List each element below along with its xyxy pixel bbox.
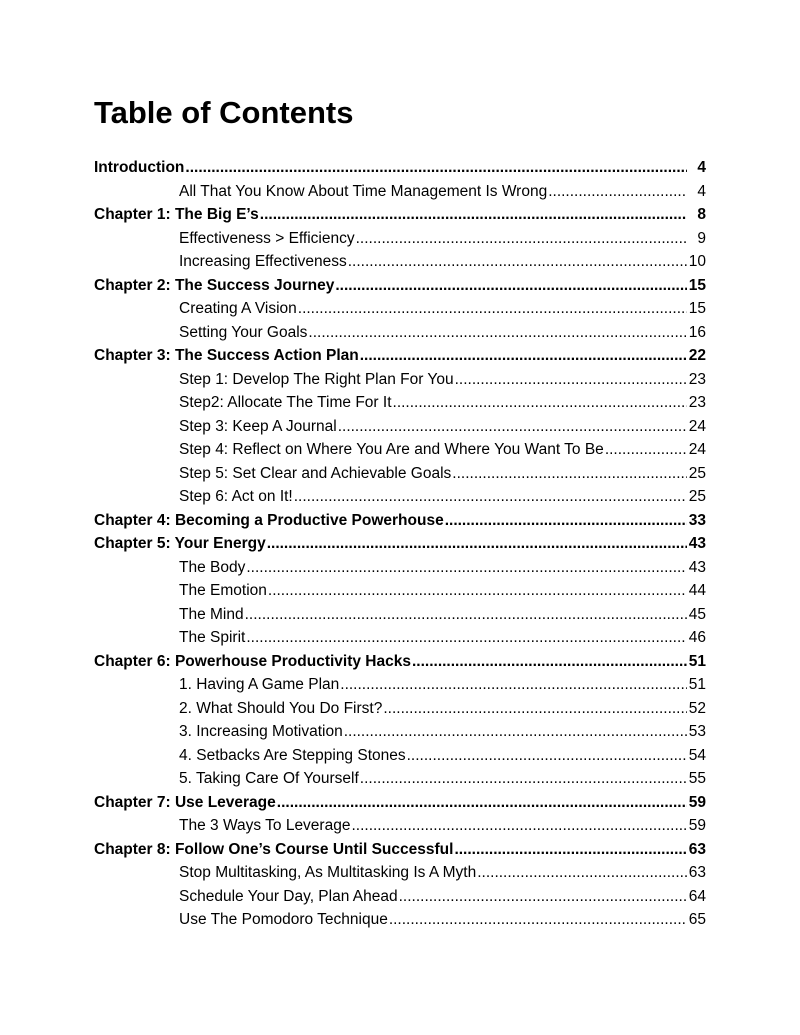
toc-entry-page-number: 59	[688, 793, 706, 811]
toc-chapter-entry[interactable]	[94, 344, 706, 368]
toc-entry-page-number: 63	[688, 864, 706, 881]
dot-leader	[277, 791, 687, 815]
toc-entry-page-number: 24	[688, 441, 706, 458]
dot-leader	[548, 180, 687, 204]
dot-leader	[246, 556, 687, 580]
toc-section-entry[interactable]	[94, 908, 706, 932]
toc-section-entry[interactable]	[94, 767, 706, 791]
toc-entry-label: Step2: Allocate The Time For It	[179, 394, 392, 411]
dot-leader	[412, 650, 687, 674]
toc-entry-page-number: 15	[688, 276, 706, 294]
toc-section-entry[interactable]	[94, 603, 706, 627]
toc-entry-page-number: 63	[688, 840, 706, 858]
toc-section-entry[interactable]	[94, 861, 706, 885]
toc-entry-page-number: 8	[697, 206, 706, 223]
toc-entry-label: Increasing Effectiveness	[179, 253, 347, 270]
toc-section-entry[interactable]	[94, 744, 706, 768]
toc-entry-page-number: 54	[688, 746, 706, 764]
toc-entry-page-number: 51	[688, 652, 706, 670]
toc-entry-page-number: 4	[697, 182, 706, 200]
dot-leader	[407, 744, 687, 768]
toc-chapter-entry[interactable]	[94, 156, 706, 180]
dot-leader	[360, 767, 687, 791]
dot-leader	[389, 908, 687, 932]
toc-entry-label: All That You Know About Time Management Is Wrong	[179, 182, 548, 200]
toc-entry-label: Chapter 5: Your Energy	[94, 535, 266, 552]
toc-entry-label: 4. Setbacks Are Stepping Stones	[179, 746, 406, 764]
toc-section-entry[interactable]	[94, 250, 706, 274]
toc-entry-label: The 3 Ways To Leverage	[179, 817, 351, 834]
toc-entry-page-number: 10	[688, 253, 706, 270]
toc-entry-page-number: 51	[688, 676, 706, 693]
dot-leader	[298, 297, 687, 321]
toc-entry-label: 1. Having A Game Plan	[179, 676, 340, 693]
toc-entry-page-number: 43	[688, 558, 706, 576]
toc-section-entry[interactable]	[94, 227, 706, 251]
toc-entry-label: The Body	[179, 558, 246, 576]
toc-chapter-entry[interactable]	[94, 650, 706, 674]
toc-entry-page-number: 23	[688, 394, 706, 411]
dot-leader	[294, 485, 687, 509]
toc-entry-label: Chapter 8: Follow One’s Course Until Successful	[94, 840, 454, 858]
toc-section-entry[interactable]	[94, 485, 706, 509]
toc-entry-label: Step 4: Reflect on Where You Are and Where You Want To Be	[179, 441, 604, 458]
toc-section-entry[interactable]	[94, 556, 706, 580]
toc-entry-page-number: 9	[697, 229, 706, 247]
toc-entry-label: Chapter 6: Powerhouse Productivity Hacks	[94, 652, 411, 670]
toc-entry-page-number: 22	[688, 347, 706, 364]
toc-section-entry[interactable]	[94, 321, 706, 345]
toc-entry-label: Chapter 4: Becoming a Productive Powerhouse	[94, 511, 444, 529]
toc-section-entry[interactable]	[94, 415, 706, 439]
dot-leader	[344, 720, 687, 744]
toc-entry-label: The Mind	[179, 605, 244, 623]
toc-entry-page-number: 25	[688, 488, 706, 505]
toc-entry-label: Step 5: Set Clear and Achievable Goals	[179, 464, 452, 482]
dot-leader	[360, 344, 687, 368]
toc-entry-page-number: 46	[688, 629, 706, 646]
toc-entry-label: 2. What Should You Do First?	[179, 699, 383, 717]
toc-entry-page-number: 52	[688, 699, 706, 717]
toc-section-entry[interactable]	[94, 720, 706, 744]
toc-chapter-entry[interactable]	[94, 509, 706, 533]
toc-entry-label: Chapter 7: Use Leverage	[94, 793, 276, 811]
toc-chapter-entry[interactable]	[94, 838, 706, 862]
toc-entry-label: Use The Pomodoro Technique	[179, 911, 388, 928]
dot-leader	[267, 532, 687, 556]
toc-entry-page-number: 33	[688, 511, 706, 529]
toc-entry-label: Step 6: Act on It!	[179, 488, 293, 505]
toc-entry-page-number: 16	[688, 323, 706, 341]
dot-leader	[260, 203, 687, 227]
toc-section-entry[interactable]	[94, 462, 706, 486]
toc-entry-page-number: 25	[688, 464, 706, 482]
toc-section-entry[interactable]	[94, 438, 706, 462]
toc-section-entry[interactable]	[94, 391, 706, 415]
dot-leader	[340, 673, 687, 697]
toc-entry-label: The Emotion	[179, 582, 267, 599]
toc-section-entry[interactable]	[94, 885, 706, 909]
dot-leader	[245, 603, 687, 627]
dot-leader	[605, 438, 687, 462]
dot-leader	[308, 321, 687, 345]
toc-entry-label: Chapter 1: The Big E’s	[94, 206, 259, 223]
toc-entry-label: Setting Your Goals	[179, 323, 308, 341]
toc-entry-page-number: 59	[688, 817, 706, 834]
dot-leader	[445, 509, 687, 533]
dot-leader	[393, 391, 687, 415]
dot-leader	[348, 250, 687, 274]
toc-entry-page-number: 44	[688, 582, 706, 599]
dot-leader	[454, 838, 687, 862]
toc-entry-label: Step 3: Keep A Journal	[179, 417, 337, 435]
dot-leader	[399, 885, 687, 909]
toc-entry-page-number: 64	[688, 887, 706, 905]
dot-leader	[477, 861, 687, 885]
toc-chapter-entry[interactable]	[94, 274, 706, 298]
toc-entry-label: 3. Increasing Motivation	[179, 723, 343, 740]
dot-leader	[383, 697, 687, 721]
toc-section-entry[interactable]	[94, 368, 706, 392]
toc-section-entry[interactable]	[94, 297, 706, 321]
toc-entry-page-number: 24	[688, 417, 706, 435]
dot-leader	[356, 227, 687, 251]
toc-entry-page-number: 23	[688, 370, 706, 388]
table-of-contents	[94, 156, 706, 932]
toc-entry-label: Introduction	[94, 159, 185, 176]
toc-entry-label: 5. Taking Care Of Yourself	[179, 770, 359, 787]
toc-entry-label: The Spirit	[179, 629, 246, 646]
toc-entry-label: Chapter 2: The Success Journey	[94, 276, 335, 294]
toc-entry-page-number: 45	[688, 605, 706, 623]
toc-entry-label: Creating A Vision	[179, 300, 297, 317]
toc-section-entry[interactable]	[94, 673, 706, 697]
toc-entry-label: Effectiveness > Efficiency	[179, 229, 355, 247]
dot-leader	[452, 462, 687, 486]
toc-section-entry[interactable]	[94, 626, 706, 650]
toc-entry-page-number: 15	[688, 300, 706, 317]
toc-entry-label: Chapter 3: The Success Action Plan	[94, 347, 359, 364]
toc-entry-label: Schedule Your Day, Plan Ahead	[179, 887, 398, 905]
dot-leader	[338, 415, 687, 439]
toc-section-entry[interactable]	[94, 579, 706, 603]
toc-section-entry[interactable]	[94, 180, 706, 204]
toc-entry-page-number: 65	[688, 911, 706, 928]
toc-entry-page-number: 4	[697, 159, 706, 176]
toc-entry-page-number: 55	[688, 770, 706, 787]
toc-entry-label: Stop Multitasking, As Multitasking Is A Myth	[179, 864, 477, 881]
dot-leader	[455, 368, 687, 392]
dot-leader	[185, 156, 687, 180]
dot-leader	[246, 626, 687, 650]
toc-chapter-entry[interactable]	[94, 532, 706, 556]
dot-leader	[351, 814, 687, 838]
toc-chapter-entry[interactable]	[94, 791, 706, 815]
toc-entry-label: Step 1: Develop The Right Plan For You	[179, 370, 454, 388]
toc-section-entry[interactable]	[94, 814, 706, 838]
toc-chapter-entry[interactable]	[94, 203, 706, 227]
page-title: Table of Contents	[94, 95, 354, 130]
toc-entry-page-number: 43	[688, 535, 706, 552]
dot-leader	[335, 274, 687, 298]
dot-leader	[268, 579, 687, 603]
toc-entry-page-number: 53	[688, 723, 706, 740]
toc-section-entry[interactable]	[94, 697, 706, 721]
